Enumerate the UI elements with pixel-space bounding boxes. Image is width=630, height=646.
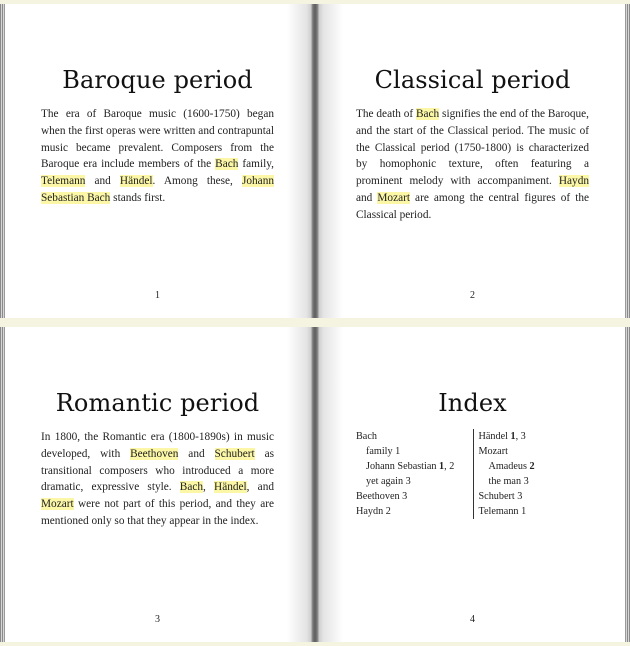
page-number: 4 bbox=[470, 614, 475, 625]
section-title: Baroque period bbox=[62, 66, 253, 94]
index-term: Amadeus bbox=[488, 461, 527, 472]
index-page-ref[interactable]: 1 bbox=[395, 446, 401, 457]
text-run: . Among these, bbox=[152, 175, 242, 188]
text-run: , bbox=[203, 481, 215, 494]
index-page-ref[interactable]: 3 bbox=[517, 491, 523, 502]
index-term: yet again bbox=[366, 476, 404, 487]
section-title: Classical period bbox=[374, 66, 571, 94]
page-content bbox=[41, 389, 274, 530]
text-run: In 1800, the Romantic era (1800-1890s) in music developed, with bbox=[41, 431, 274, 460]
text-run: and bbox=[85, 175, 120, 188]
text-run: and bbox=[178, 447, 215, 460]
index-term: Händel bbox=[478, 431, 508, 442]
index-term: the man bbox=[488, 476, 522, 487]
index-term: Telemann bbox=[478, 506, 519, 517]
body-paragraph bbox=[41, 429, 274, 530]
text-run: family, bbox=[238, 158, 274, 171]
highlighted-term[interactable]: Bach bbox=[415, 108, 440, 120]
index-entry bbox=[479, 504, 590, 519]
page-number: 2 bbox=[470, 290, 475, 301]
text-run: The era of Baroque music (1600-1750) began when the first operas were written and contrapuntal music became prevalent. Composers from the Baroque era include members of the bbox=[41, 108, 274, 171]
index-term: family bbox=[366, 446, 393, 457]
highlighted-term[interactable]: Telemann bbox=[41, 175, 86, 188]
index-entry bbox=[479, 444, 590, 459]
index-page-ref[interactable]: 3 bbox=[520, 431, 526, 442]
page-content bbox=[41, 66, 274, 207]
index-term: Bach bbox=[356, 431, 377, 442]
index-column-left bbox=[356, 429, 474, 519]
index-entry: Händel 1, 3 bbox=[478, 431, 526, 442]
index-page-ref[interactable]: 1 bbox=[439, 461, 445, 472]
highlighted-term[interactable]: Mozart bbox=[377, 191, 410, 204]
index-entry: Johann Sebastian 1, 2 bbox=[366, 461, 455, 472]
page-number: 3 bbox=[155, 614, 160, 625]
index-page-ref[interactable]: 3 bbox=[402, 491, 408, 502]
text-run: are among the central figures of the Classical period. bbox=[356, 191, 590, 221]
highlighted-term[interactable]: Beethoven bbox=[130, 447, 179, 460]
page-content bbox=[356, 389, 589, 519]
page-1 bbox=[0, 4, 315, 318]
index-term: Mozart bbox=[478, 446, 508, 457]
highlighted-term[interactable]: Haydn bbox=[558, 175, 589, 188]
index-entry bbox=[356, 489, 467, 504]
index-columns bbox=[356, 429, 589, 519]
highlighted-term[interactable]: Bach bbox=[215, 158, 239, 171]
text-run: signifies the end of the Baroque, and the start of the Classical period. The music of the Classical period (1750-1800) is characterized by homophonic texture, often featuring a prominent melody with accompaniment. bbox=[356, 108, 589, 188]
index-entry bbox=[356, 429, 467, 444]
body-paragraph bbox=[356, 106, 589, 224]
index-entry bbox=[479, 489, 590, 504]
index-term: Beethoven bbox=[356, 491, 400, 502]
index-entry bbox=[356, 444, 467, 459]
text-run: stands first. bbox=[110, 191, 166, 204]
index-page-ref[interactable]: 1 bbox=[510, 431, 516, 442]
index-term: Haydn bbox=[356, 506, 384, 517]
page-content bbox=[356, 66, 589, 224]
index-page-ref[interactable]: 2 bbox=[529, 461, 535, 472]
highlighted-term[interactable]: Johann Sebastian Bach bbox=[41, 175, 274, 204]
index-page-ref[interactable]: 3 bbox=[405, 476, 411, 487]
text-run: The death of bbox=[356, 108, 416, 120]
index-term: Schubert bbox=[478, 491, 515, 502]
page-4-index bbox=[315, 327, 630, 642]
index-entry bbox=[356, 504, 467, 519]
text-run: were not part of this period, and they are mentioned only so that they appear in the index. bbox=[41, 498, 274, 527]
text-run: as transitional composers who introduced a more dramatic, expressive style. bbox=[41, 447, 274, 494]
index-entry bbox=[479, 459, 590, 474]
page-2 bbox=[315, 4, 630, 318]
highlighted-term[interactable]: Mozart bbox=[41, 498, 74, 511]
text-run: and bbox=[356, 191, 378, 204]
highlighted-term[interactable]: Händel bbox=[119, 175, 153, 188]
highlighted-term[interactable]: Schubert bbox=[214, 447, 255, 460]
index-column-right bbox=[474, 429, 590, 519]
index-page-ref[interactable]: 2 bbox=[385, 506, 391, 517]
spread-pages-1-2 bbox=[0, 4, 630, 318]
index-entry bbox=[479, 474, 590, 489]
index-term: Johann Sebastian bbox=[366, 461, 437, 472]
index-title: Index bbox=[438, 389, 507, 417]
highlighted-term[interactable]: Bach bbox=[179, 481, 203, 494]
page-3 bbox=[0, 327, 315, 642]
highlighted-term[interactable]: Händel bbox=[214, 481, 247, 494]
index-entry bbox=[356, 474, 467, 489]
index-page-ref[interactable]: 2 bbox=[449, 461, 455, 472]
page-number: 1 bbox=[155, 290, 160, 301]
body-paragraph bbox=[41, 106, 274, 207]
index-page-ref[interactable]: 1 bbox=[521, 506, 527, 517]
text-run: , and bbox=[246, 481, 274, 494]
section-title: Romantic period bbox=[55, 389, 260, 417]
spread-pages-3-4 bbox=[0, 327, 630, 642]
index-page-ref[interactable]: 3 bbox=[523, 476, 529, 487]
